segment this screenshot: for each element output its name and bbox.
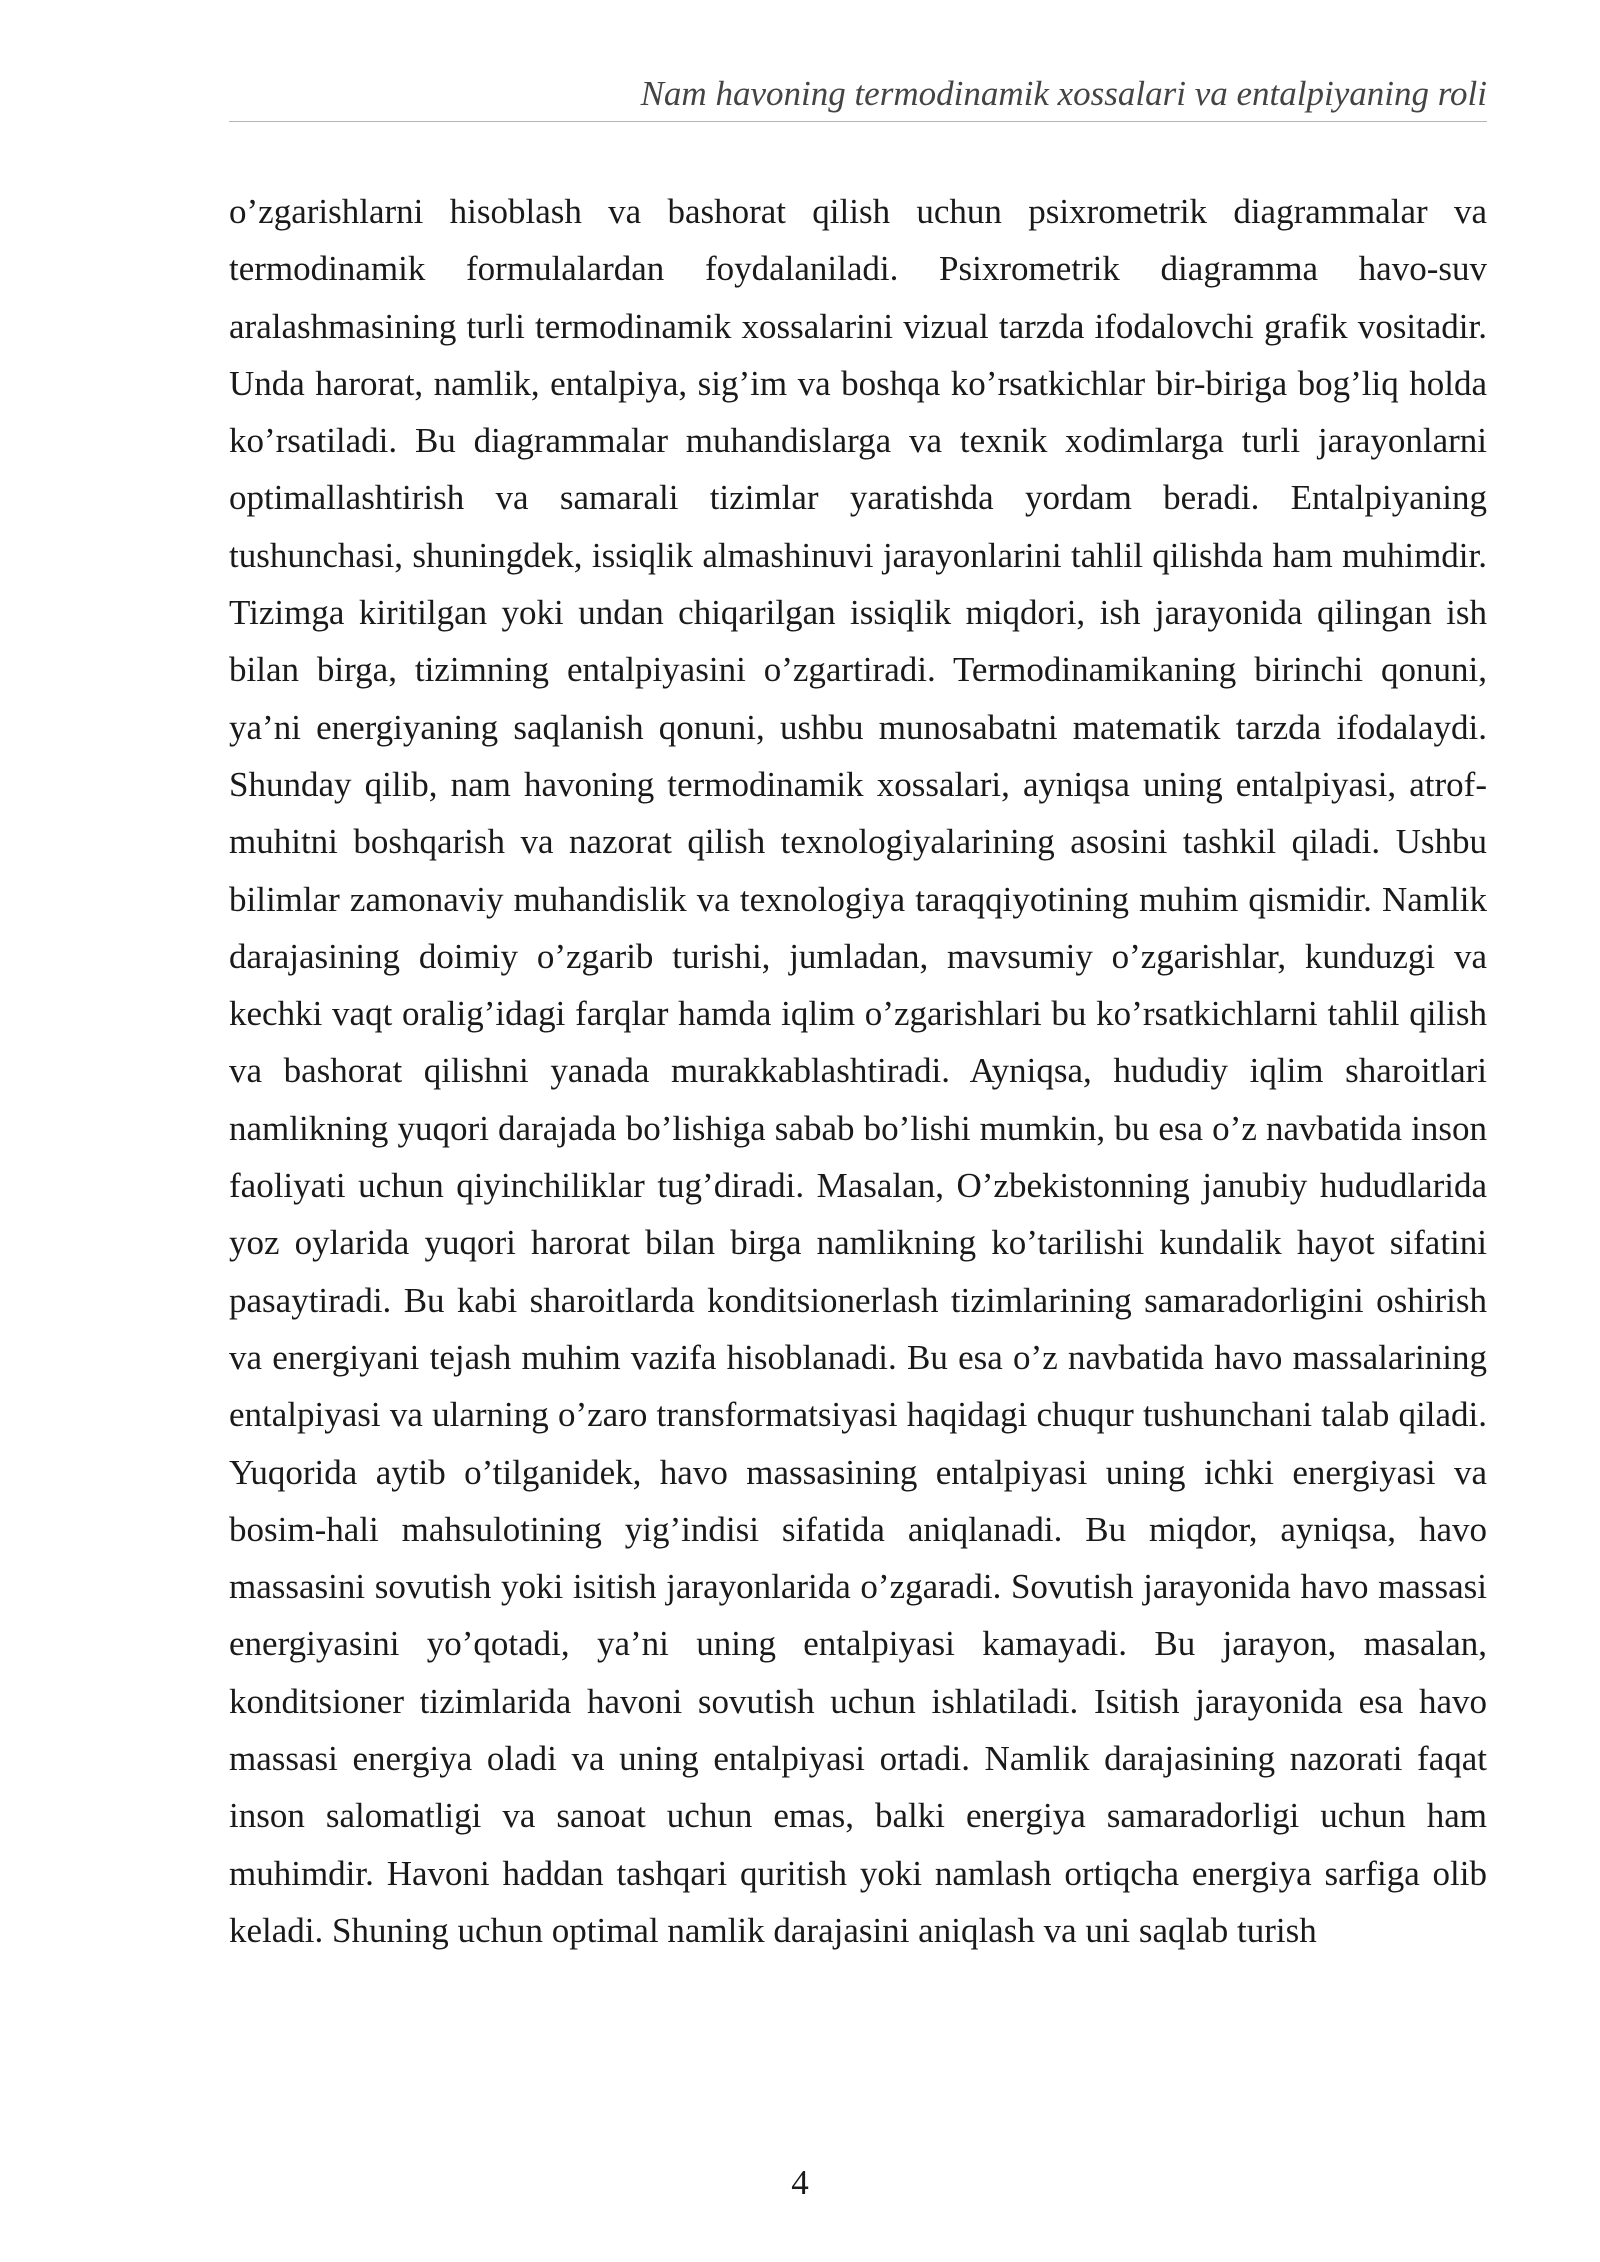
page-header	[229, 70, 1487, 122]
body-paragraph: o’zgarishlarni hisoblash va bashorat qilish uchun psixrometrik diagrammalar va termodinamik formulalardan foydalaniladi. Psixrometrik diagramma havo-suv aralashmasining turli termodinamik xossalarini vizual tarzda ifodalovchi grafik vositadir. Unda harorat, namlik, entalpiya, sig’im va boshqa ko’rsatkichlar bir-biriga bog’liq holda ko’rsatiladi. Bu diagrammalar muhandislarga va texnik xodimlarga turli jarayonlarni optimallashtirish va samarali tizimlar yaratishda yordam beradi. Entalpiyaning tushunchasi, shuningdek, issiqlik almashinuvi jarayonlarini tahlil qilishda ham muhimdir. Tizimga kiritilgan yoki undan chiqarilgan issiqlik miqdori, ish jarayonida qilingan ish bilan birga, tizimning entalpiyasini o’zgartiradi. Termodinamikaning birinchi qonuni, ya’ni energiyaning saqlanish qonuni, ushbu munosabatni matematik tarzda ifodalaydi. Shunday qilib, nam havoning termodinamik xossalari, ayniqsa uning entalpiyasi, atrof-muhitni boshqarish va nazorat qilish texnologiyalarining asosini tashkil qiladi. Ushbu bilimlar zamonaviy muhandislik va texnologiya taraqqiyotining muhim qismidir. Namlik darajasining doimiy o’zgarib turishi, jumladan, mavsumiy o’zgarishlar, kunduzgi va kechki vaqt oralig’idagi farqlar hamda iqlim o’zgarishlari bu ko’rsatkichlarni tahlil qilish va bashorat qilishni yanada murakkablashtiradi. Ayniqsa, hududiy iqlim sharoitlari namlikning yuqori darajada bo’lishiga sabab bo’lishi mumkin, bu esa o’z navbatida inson faoliyati uchun qiyinchiliklar tug’diradi. Masalan, O’zbekistonning janubiy hududlarida yoz oylarida yuqori harorat bilan birga namlikning ko’tarilishi kundalik hayot sifatini pasaytiradi. Bu kabi sharoitlarda konditsionerlash tizimlarining samaradorligini oshirish va energiyani tejash muhim vazifa hisoblanadi. Bu esa o’z navbatida havo massalarining entalpiyasi va ularning o’zaro transformatsiyasi haqidagi chuqur tushunchani talab qiladi. Yuqorida aytib o’tilganidek, havo massasining entalpiyasi uning ichki energiyasi va bosim-hali mahsulotining yig’indisi sifatida aniqlanadi. Bu miqdor, ayniqsa, havo massasini sovutish yoki isitish jarayonlarida o’zgaradi. Sovutish jarayonida havo massasi energiyasini yo’qotadi, ya’ni uning entalpiyasi kamayadi. Bu jarayon, masalan, konditsioner tizimlarida havoni sovutish uchun ishlatiladi. Isitish jarayonida esa havo massasi energiya oladi va uning entalpiyasi ortadi. Namlik darajasining nazorati faqat inson salomatligi va sanoat uchun emas, balki energiya samaradorligi uchun ham muhimdir. Havoni haddan tashqari quritish yoki namlash ortiqcha energiya sarfiga olib keladi. Shuning uchun optimal namlik darajasini aniqlash va uni saqlab turish	[229, 192, 1487, 1950]
running-title: Nam havoning termodinamik xossalari va entalpiyaning roli	[640, 74, 1487, 113]
page-number: 4	[791, 2163, 809, 2202]
